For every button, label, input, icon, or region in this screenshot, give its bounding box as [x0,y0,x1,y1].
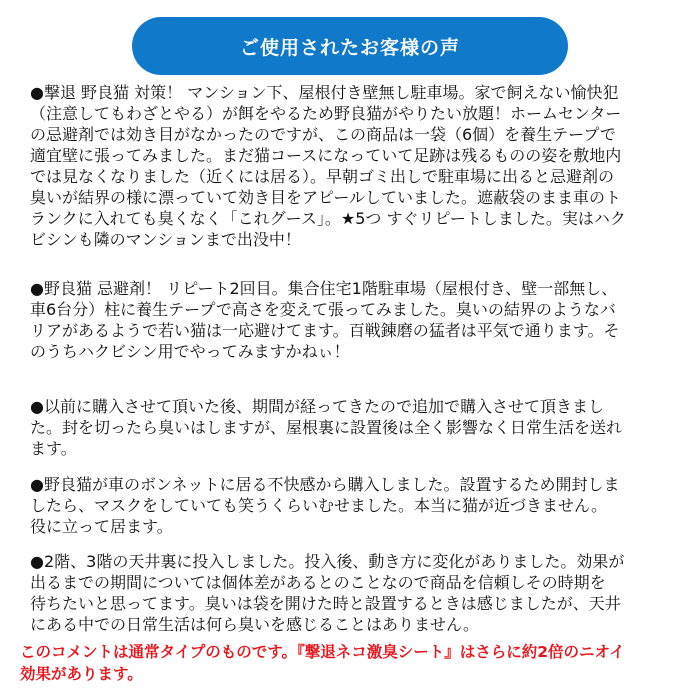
review-line: 待ちたいと思ってます。臭いは袋を開けた時と設置するときは感じましたが、天井 [30,594,621,613]
review-line: ●以前に購入させて頂いた後、期間が経ってきたので追加で購入させて頂きまし [30,397,604,416]
footnote [20,641,685,685]
review-line: ランクに入れても臭くなく「これグース」。★5つ すぐリピートしました。実はハク [30,209,626,228]
review-line: ます。 [30,439,77,458]
review-line: 役に立って居ます。 [30,517,173,536]
review-line: た。封を切ったら臭いはしますが、屋根裏に設置後は全く影響なく日常生活を送れ [30,418,623,437]
review-line: ●野良猫 忌避剤！ リピート2回目。集合住宅1階駐車場（屋根付き、壁一部無し、 [30,279,618,298]
review-line: 出るまでの期間については個体差があるとのことなので商品を信頼しその時期を [30,573,606,592]
review-item [30,474,619,537]
review-line: の忌避剤では効き目がなかったのですが、この商品は一袋（6個）を養生テープで [30,125,616,144]
review-item [30,396,622,459]
review-line: のうちハクビシン用でやってみますかねぃ！ [30,342,350,361]
footnote-line: このコメントは通常タイプのものです。『撃退ネコ激臭シート』はさらに約2倍のニオイ [20,643,625,661]
review-line: ●2階、3階の天井裏に投入しました。投入後、動き方に変化がありました。効果が [30,552,625,571]
review-line: リアがあるようで若い猫は一応避けてます。百戦錬磨の猛者は平気で通ります。そ [30,321,620,340]
review-item [30,278,619,362]
review-line: ●野良猫が車のボンネットに居る不快感から購入しました。設置するため開封しま [30,475,620,494]
review-item [30,82,626,250]
review-line: にある中での日常生活は何ら臭いを感じることはありません。 [30,615,479,634]
review-item [30,551,624,635]
review-line: （注意してもわざとやる）が餌をやるため野良猫がやりたい放題！ホームセンター [30,104,622,123]
review-line: 適宜壁に張ってみました。まだ猫コースになっていて足跡は残るものの姿を敷地内 [30,146,622,165]
review-line: 臭いが結界の様に漂っていて効き目をアピールしていました。遮蔽袋のまま車のト [30,188,622,207]
header-title: ご使用されたお客様の声 [239,36,460,59]
review-line: 車6台分）柱に養生テープで高さを変えて張ってみました。臭いの結界のようなバ [30,300,616,319]
review-line: ビシンも隣のマンションまで出没中！ [30,230,301,249]
review-line: したら、マスクをしていても笑うくらいむせました。本当に猫が近づきません。 [30,496,607,515]
review-line: では見なくなりました（近くには居る）。早朝ゴミ出しで駐車場に出ると忌避剤の [30,167,615,186]
header-banner [132,17,568,75]
footnote-line: 効果があります。 [20,665,143,683]
review-line: ●撃退 野良猫 対策！ マンション下、屋根付き壁無し駐車場。家で飼えない愉快犯 [30,83,619,102]
